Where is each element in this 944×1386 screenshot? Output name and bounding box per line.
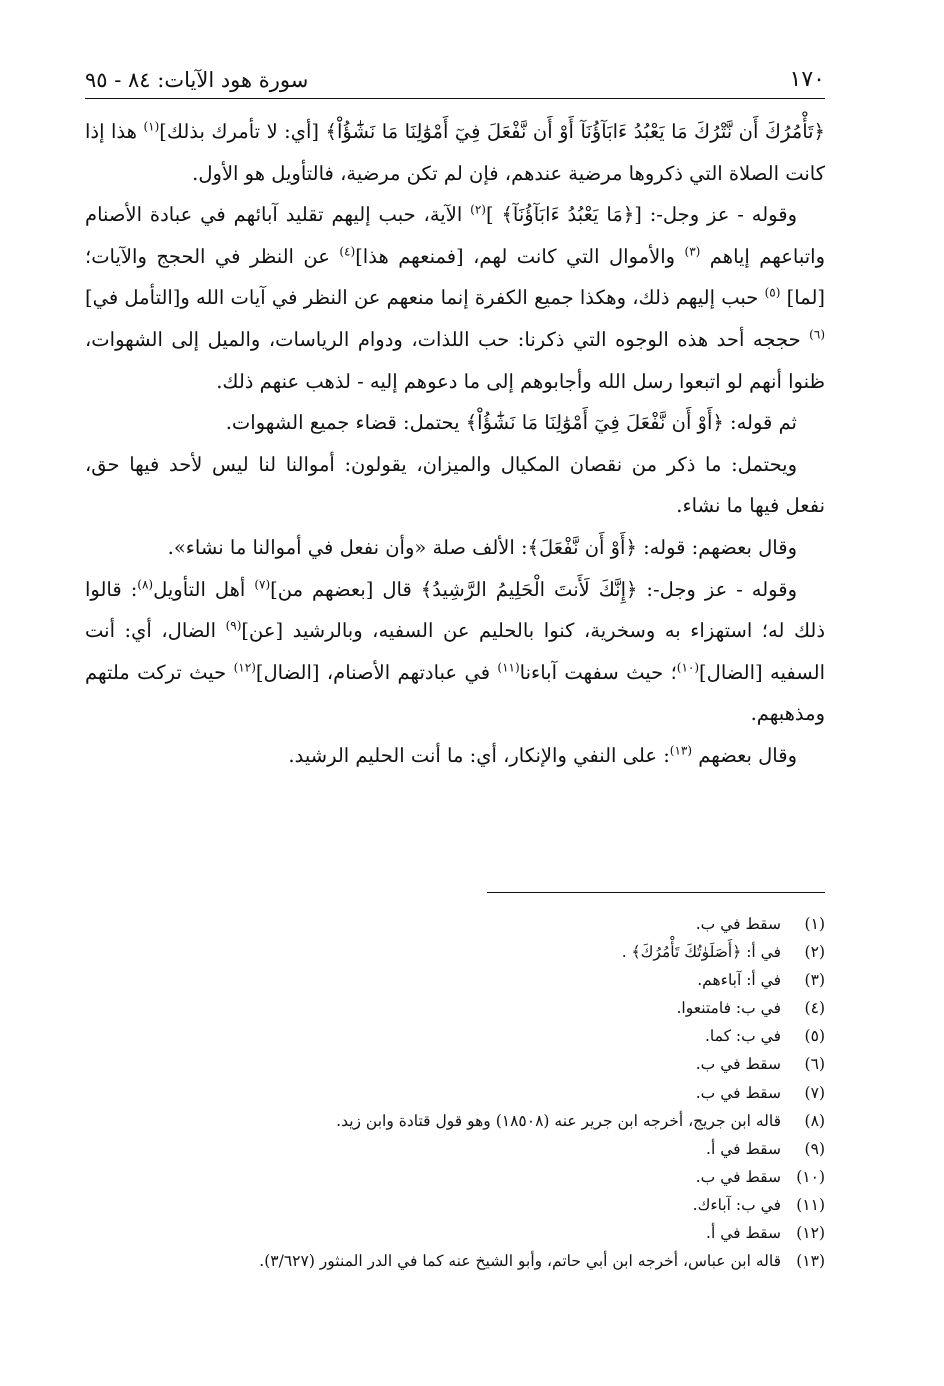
text-run: ثم قوله: ﴿أَوْ أَن نَّفْعَلَ فِيٓ أَمْوَٰلِنَا مَا نَشَٰٓؤُاْ﴾ يحتمل: قضاء جميع الشهوات. [225,411,797,435]
paragraph [85,735,825,777]
footnote-text: قاله ابن جريج، أخرجه ابن جرير عنه (١٨٥٠٨) وهو قول قتادة وابن زيد. [336,1111,781,1130]
footnote-number: (١١) [796,1195,825,1214]
footnote-number: (٣) [804,971,825,990]
paragraph [85,194,825,402]
footnote-number: (٨) [804,1111,825,1130]
footnote [85,1247,825,1275]
footnote [85,966,825,994]
footnote-text: في أ: ﴿أَصَلَوٰتُكَ تَأْمُرُكَ﴾ . [621,943,781,962]
text-run: حيث تركت ملتهم ومذهبهم. [85,660,825,726]
footnote-text: في أ: آباءهم. [697,971,781,990]
footnote-marker: (٦) [809,327,825,342]
main-text [85,111,825,777]
page-number: ١٧٠ [789,67,825,92]
footnote [85,1191,825,1219]
text-run: وقوله - عز وجل-: ﴿إِنَّكَ لَأَنتَ الْحَلِيمُ الرَّشِيدُ﴾ قال [بعضهم من] [270,577,797,601]
text-run: أهل التأويل [153,577,255,601]
footnote [85,938,825,966]
paragraph [85,402,825,444]
footnote-marker: (٥) [764,285,781,300]
footnote-number: (٩) [804,1139,825,1158]
footnote-text: سقط في ب. [695,915,781,933]
text-run: وقال بعضهم: قوله: ﴿أَوْ أَن نَّفْعَلَ﴾: الألف صلة «وأن نفعل في أموالنا ما نشاء». [167,535,797,559]
footnote-number: (١٠) [796,1167,825,1186]
footnote [85,910,825,938]
footnote-marker: (٩) [225,618,242,633]
footnote-number: (١) [804,915,825,933]
text-run: في عبادتهم الأصنام، [الضال] [255,660,498,684]
footnote-number: (٢) [804,943,825,962]
footnote-marker: (١) [143,119,160,134]
text-run: الآية، حبب إليهم تقليد آبائهم في عبادة الأصنام واتباعهم إياهم [85,203,825,268]
footnote-number: (٥) [804,1027,825,1046]
text-run: : على النفي والإنكار، أي: ما أنت الحليم الرشيد. [288,743,670,767]
footnote-text: في ب: آباءك. [692,1195,781,1214]
footnote-text: سقط في ب. [695,1167,781,1186]
text-run: ويحتمل: ما ذكر من نقصان المكيال والميزان، يقولون: أموالنا لنا ليس لأحد فيها حق، نفعل فيها ما نشاء. [85,452,825,518]
footnote [85,1022,825,1050]
section-title: سورة هود الآيات: ٨٤ - ٩٥ [85,68,309,92]
footnote-number: (١٢) [796,1224,825,1243]
footnotes [85,910,825,1275]
text-run: وقوله - عز وجل-: [﴿مَا يَعْبُدُ ءَابَآؤُنَآ﴾ ] [485,203,797,227]
footnote [85,1219,825,1247]
text-run: حبب إليهم ذلك، وهكذا جميع الكفرة إنما منعهم عن النظر في آيات الله و[التأمل في] [85,286,765,310]
text-run: عن النظر في الحجج والآيات؛ [لما] [85,244,826,310]
running-header [85,58,825,99]
footnote [85,994,825,1022]
footnote-marker: (١٢) [233,660,256,675]
footnote-marker: (١١) [497,660,520,675]
footnote-number: (٦) [804,1055,825,1074]
footnote-text: قاله ابن عباس، أخرجه ابن أبي حاتم، وأبو الشيخ عنه كما في الدر المنثور (٣/٦٢٧). [259,1252,781,1271]
footnote-text: سقط في ب. [695,1055,781,1074]
footnote [85,1135,825,1163]
footnote-marker: (٤) [339,244,356,259]
footnote [85,1107,825,1135]
footnote-separator [487,892,825,893]
footnote-marker: (٧) [254,577,271,592]
footnote-text: في ب: كما. [705,1027,781,1046]
footnote-text: سقط في ب. [695,1083,781,1102]
footnote-marker: (٨) [137,577,154,592]
text-run: الضال، أي: أنت السفيه [الضال] [85,619,825,684]
text-run: : قالوا ذلك له؛ استهزاء به وسخرية، كنوا بالحليم عن السفيه، وبالرشيد [عن] [85,577,825,643]
paragraph [85,569,825,735]
book-page [85,58,826,1271]
footnote-marker: (١٣) [669,743,693,758]
footnote [85,1163,825,1191]
paragraph [85,111,825,194]
footnote-number: (٧) [804,1083,825,1102]
footnote [85,1079,825,1107]
text-run: ﴿تَأْمُرُكَ أَن نَّتْرُكَ مَا يَعْبُدُ ءَابَآؤُنَآ أَوْ أَن نَّفْعَلَ فِيٓ أَمْوَٰلِنَا مَا نَشَٰٓؤُاْ﴾ [أي: لا تأمرك بذلك] [159,120,825,143]
paragraph [85,527,825,569]
footnote-text: سقط في أ. [706,1139,781,1158]
footnote-number: (٤) [804,999,825,1018]
text-run: والأموال التي كانت لهم، [فمنعهم هذا] [355,244,685,268]
footnote-number: (١٣) [796,1252,825,1271]
text-run: حججه أحد هذه الوجوه التي ذكرنا: حب اللذات، ودوام الرياسات، والميل إلى الشهوات، ظنوا أنهم لو اتبعوا رسل الله وأجابوهم إلى ما دعوهم إليه - لذهب عنهم ذلك. [85,327,825,393]
footnote [85,1050,825,1078]
paragraph [85,444,825,527]
footnote-marker: (٣) [684,244,701,259]
footnote-text: سقط في أ. [706,1224,781,1243]
footnote-text: في ب: فامتنعوا. [676,999,781,1018]
footnote-marker: (١٠) [676,660,700,675]
text-run: وقال بعضهم [692,743,797,767]
text-run: ؛ حيث سفهت آباءنا [519,660,677,684]
text-run: هذا إذا كانت الصلاة التي ذكروها مرضية عندهم، فإن لم تكن مرضية، فالتأويل هو الأول. [85,120,825,185]
footnote-marker: (٢) [470,202,486,217]
